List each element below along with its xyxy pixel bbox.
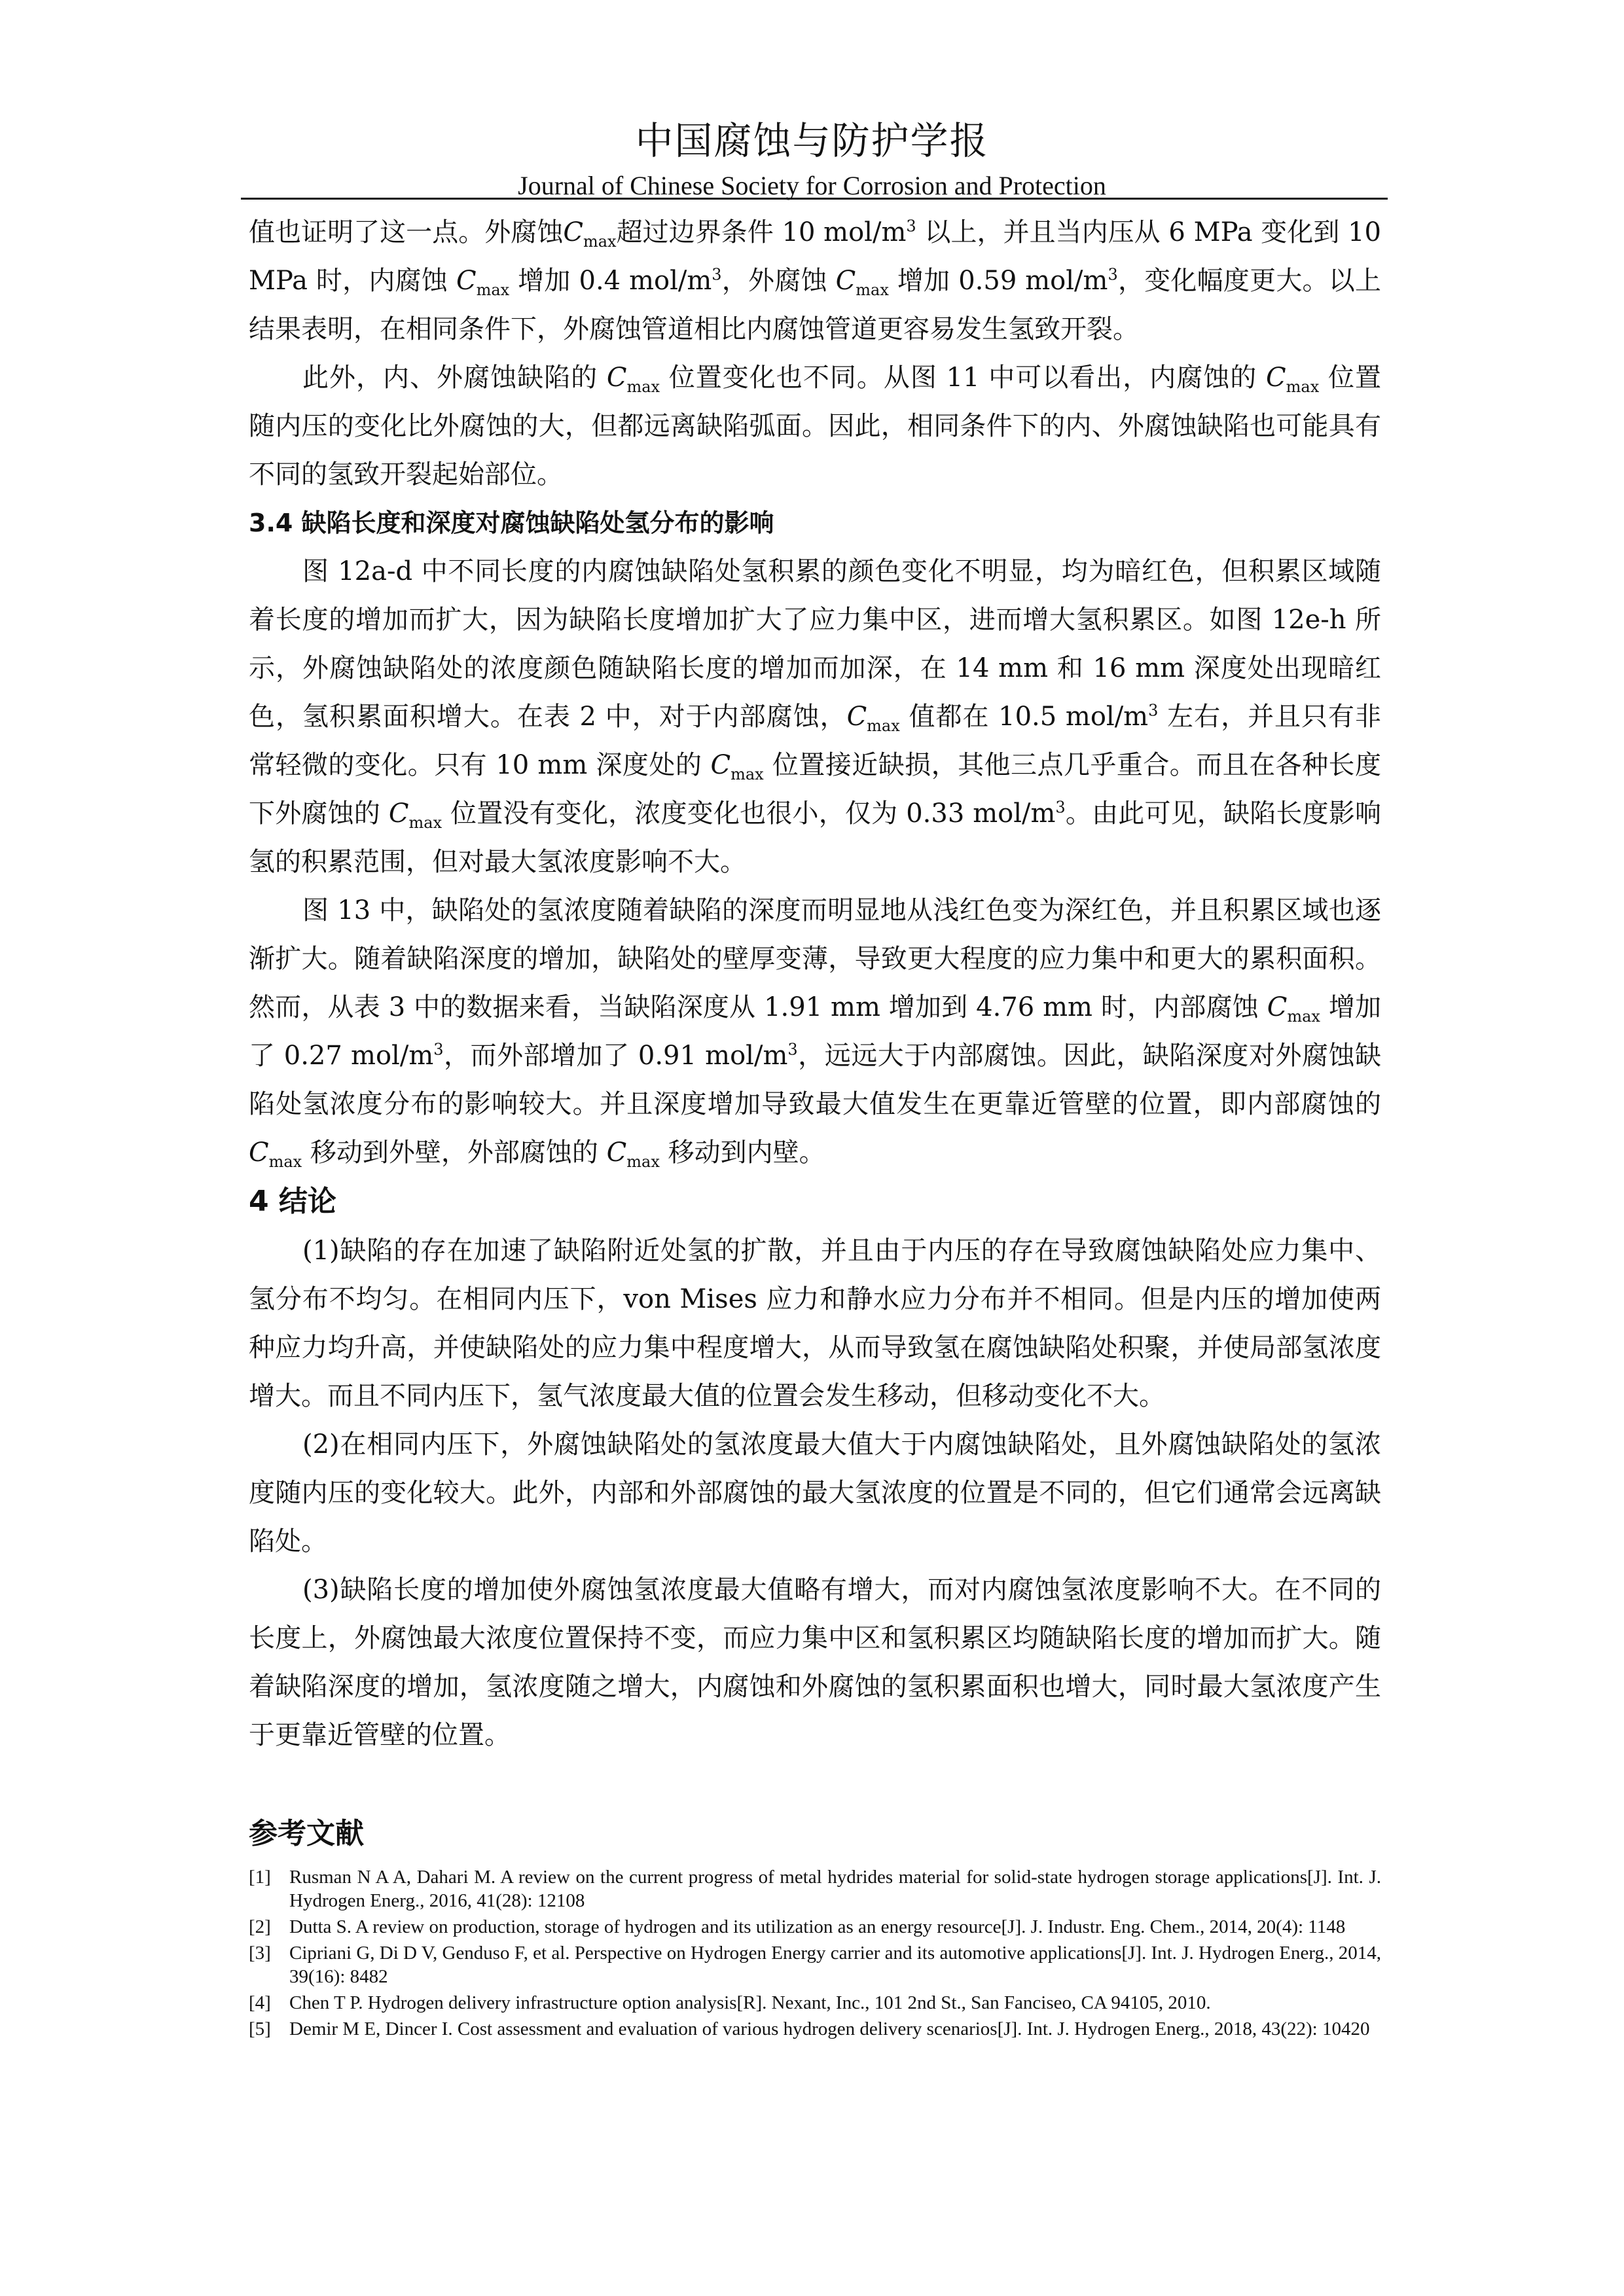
reference-list [249, 1865, 1381, 2041]
text-run: 以上，并且当内压从 6 MPa 变化到 10 MPa 时，内腐蚀 [249, 217, 1382, 296]
cmax-symbol: C [606, 1138, 627, 1168]
cmax-subscript: max [583, 232, 617, 251]
cmax-symbol: C [456, 266, 477, 296]
reference-item [249, 1991, 1381, 2015]
references-heading: 参考文献 [249, 1817, 364, 1850]
cmax-symbol: C [249, 1138, 269, 1168]
conclusion-2: (2)在相同内压下，外腐蚀缺陷处的氢浓度最大值大于内腐蚀缺陷处，且外腐蚀缺陷处的氢浓度随内压的变化较大。此外，内部和外部腐蚀的最大氢浓度的位置是不同的，但它们通常会远离缺陷处。 [249, 1429, 1381, 1556]
unit-superscript: 3 [787, 1040, 798, 1059]
cmax-subscript: max [1287, 1007, 1320, 1026]
unit-superscript: 3 [1148, 701, 1159, 720]
text-run: 图 12a-d 中不同长度的内腐蚀缺陷处氢积累的颜色变化不明显，均为暗红色，但积累区域随着长度的增加而扩大，因为缺陷长度增加扩大了应力集中区，进而增大氢积累区。如图 12e-h 所示，外腐蚀缺陷处的浓度颜色随缺陷长度的增加而加深，在 14 mm 和 16 mm 深度处出现暗红色，氢积累面积增大。在表 2 中，对于内部腐蚀， [249, 556, 1381, 732]
reference-text: Rusman N A A, Dahari M. A review on the current progress of metal hydrides material for solid-state hydrogen storage applications[J]. Int. J. Hydrogen Energ., 2016, 41(28): 12108 [289, 1867, 1381, 1911]
text-run: 位置接近缺损，其他三点几乎重合。而且在各种长度下外腐蚀的 [249, 750, 1381, 829]
text-run: 增加 0.4 mol/m [509, 266, 712, 296]
text-run: 位置随内压的变化比外腐蚀的大，但都远离缺陷弧面。因此，相同条件下的内、外腐蚀缺陷也可能具有不同的氢致开裂起始部位。 [249, 363, 1381, 490]
cmax-subscript: max [731, 765, 764, 783]
text-run: ，而外部增加了 0.91 mol/m [443, 1041, 788, 1071]
text-run: 值都在 10.5 mol/m [899, 702, 1149, 732]
cmax-subscript: max [1286, 378, 1320, 396]
cmax-subscript: max [626, 1153, 660, 1171]
section-heading-3-4: 3.4 缺陷长度和深度对腐蚀缺陷处氢分布的影响 [249, 509, 774, 537]
reference-text: Dutta S. A review on production, storage of hydrogen and its utilization as an energy resource[J]. J. Industr. Eng. Chem., 2014, 20(4): 1148 [289, 1916, 1346, 1937]
cmax-subscript: max [867, 717, 900, 735]
text-run: 增加了 0.27 mol/m [249, 992, 1382, 1071]
cmax-symbol: C [1267, 992, 1288, 1022]
reference-text: Cipriani G, Di D V, Genduso F, et al. Perspective on Hydrogen Energy carrier and its automotive applications[J]. Int. J. Hydrogen Energ., 2014, 39(16): 8482 [289, 1943, 1381, 1987]
conclusion-1: (1)缺陷的存在加速了缺陷附近处氢的扩散，并且由于内压的存在导致腐蚀缺陷处应力集中、氢分布不均匀。在相同内压下，von Mises 应力和静水应力分布并不相同。但是内压的增加使两种应力均升高，并使缺陷处的应力集中程度增大，从而导致氢在腐蚀缺陷处积聚，并使局部氢浓度增大。而且不同内压下，氢气浓度最大值的位置会发生移动，但移动变化不大。 [249, 1236, 1381, 1411]
cmax-symbol: C [710, 750, 731, 780]
reference-text: Demir M E, Dincer I. Cost assessment and evaluation of various hydrogen delivery scenarios[J]. Int. J. Hydrogen Energ., 2018, 43(22): 10420 [289, 2018, 1370, 2039]
cmax-subscript: max [476, 281, 510, 299]
text-run: ，变化幅度更大。以上结果表明，在相同条件下，外腐蚀管道相比内腐蚀管道更容易发生氢致开裂。 [249, 266, 1382, 344]
cmax-symbol: C [388, 798, 409, 829]
reference-number: [3] [249, 1943, 271, 1964]
unit-superscript: 3 [1055, 798, 1066, 817]
cmax-subscript: max [856, 281, 889, 299]
paragraph-1 [249, 208, 1381, 353]
article-body [249, 208, 1381, 2043]
journal-title-en: Journal of Chinese Society for Corrosion and Protection [518, 171, 1106, 200]
reference-number: [2] [249, 1916, 271, 1937]
cmax-symbol: C [846, 702, 867, 732]
text-run: 此外，内、外腐蚀缺陷的 [302, 363, 607, 393]
text-run: 移动到内壁。 [659, 1138, 825, 1168]
cmax-subscript: max [408, 814, 442, 832]
text-run: 值也证明了这一点。外腐蚀 [249, 217, 564, 247]
section-heading-4: 4 结论 [249, 1185, 336, 1218]
cmax-symbol: C [606, 363, 627, 393]
text-run: ，远远大于内部腐蚀。因此，缺陷深度对外腐蚀缺陷处氢浓度分布的影响较大。并且深度增加导致最大值发生在更靠近管壁的位置，即内部腐蚀的 [249, 1041, 1382, 1119]
cmax-symbol: C [563, 217, 583, 247]
conclusion-3: (3)缺陷长度的增加使外腐蚀氢浓度最大值略有增大，而对内腐蚀氢浓度影响不大。在不同的长度上，外腐蚀最大浓度位置保持不变，而应力集中区和氢积累区均随缺陷长度的增加而扩大。随着缺陷深度的增加，氢浓度随之增大，内腐蚀和外腐蚀的氢积累面积也增大，同时最大氢浓度产生于更靠近管壁的位置。 [249, 1575, 1381, 1750]
text-run: 移动到外壁，外部腐蚀的 [302, 1138, 607, 1168]
cmax-subscript: max [626, 378, 660, 396]
unit-superscript: 3 [712, 265, 722, 284]
unit-superscript: 3 [433, 1040, 444, 1059]
text-run: 。由此可见，缺陷长度影响氢的积累范围，但对最大氢浓度影响不大。 [249, 798, 1382, 877]
text-run: 图 13 中，缺陷处的氢浓度随着缺陷的深度而明显地从浅红色变为深红色，并且积累区域也逐渐扩大。随着缺陷深度的增加，缺陷处的壁厚变薄，导致更大程度的应力集中和更大的累积面积。然而，从表 3 中的数据来看，当缺陷深度从 1.91 mm 增加到 4.76 mm 时，内部腐蚀 [249, 895, 1381, 1022]
cmax-subscript: max [268, 1153, 302, 1171]
reference-number: [1] [249, 1867, 271, 1888]
journal-title-cn: 中国腐蚀与防护学报 [635, 118, 989, 163]
paragraph-3 [249, 547, 1381, 886]
reference-item [249, 2017, 1381, 2041]
reference-number: [4] [249, 1992, 271, 2013]
text-run: 增加 0.59 mol/m [888, 266, 1108, 296]
reference-number: [5] [249, 2018, 271, 2039]
paragraph-4 [249, 886, 1381, 1177]
text-run: 超过边界条件 10 mol/m [616, 217, 907, 247]
running-header [0, 117, 1624, 203]
cmax-symbol: C [835, 266, 856, 296]
header-rule [241, 198, 1388, 200]
paragraph-2 [249, 353, 1381, 499]
unit-superscript: 3 [906, 217, 916, 236]
text-run: 位置没有变化，浓度变化也很小，仅为 0.33 mol/m [442, 798, 1056, 829]
text-run: 位置变化也不同。从图 11 中可以看出，内腐蚀的 [660, 363, 1267, 393]
cmax-symbol: C [1266, 363, 1286, 393]
text-run: ，外腐蚀 [721, 266, 836, 296]
reference-item [249, 1915, 1381, 1939]
text-run: 左右，并且只有非常轻微的变化。只有 10 mm 深度处的 [249, 702, 1382, 780]
reference-item [249, 1941, 1381, 1988]
reference-text: Chen T P. Hydrogen delivery infrastructure option analysis[R]. Nexant, Inc., 101 2nd St., San Fanciseo, CA 94105, 2010. [289, 1992, 1211, 2013]
unit-superscript: 3 [1108, 265, 1118, 284]
reference-item [249, 1865, 1381, 1912]
